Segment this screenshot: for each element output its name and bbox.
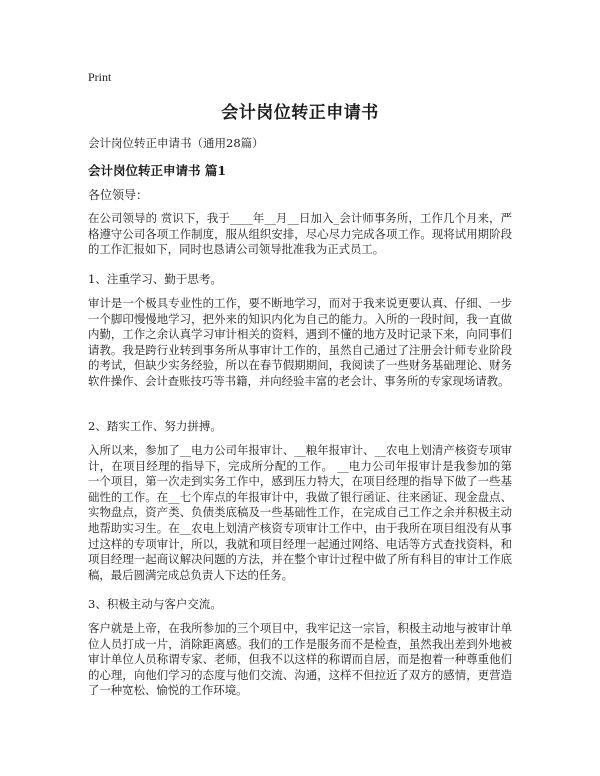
heading-2: 2、踏实工作、努力拼搏。 [88,419,222,433]
heading-3: 3、积极主动与客户交流。 [88,597,222,611]
paragraph-work: 入所以来，参加了__电力公司年报审计、__粮年报审计、__农电上划清产核资专项审计，在项目经理的指导下，完成所分配的工作。 __电力公司年报审计是我参加的第一个项目，第一次走到实务工作中，感到压力特大，在项目经理的指导下做了一些基础性的工作。在__七个库点的年报审计中，我做了银行函证、往来函证、现金盘点、实物盘点，资产类、负债类底稿及一些基础性工作，在完成自己工作之余并积极主动地帮助实习生。在__农电上划清产核资专项审计工作中，由于我所在项目组没有从事过这样的专项审计，所以，我就和项目经理一起通过网络、电话等方式查找资料，和项目经理一起商议解决问题的方法，并在整个审计过程中做了所有科目的审计工作底稿，最后圆满完成总负责人下达的任务。 [88,443,512,582]
greeting: 各位领导： [88,188,149,202]
paragraph-clients: 客户就是上帝，在我所参加的三个项目中，我牢记这一宗旨，积极主动地与被审计单位人员打成一片，消除距离感。我们的工作是服务而不是检查，虽然我出差到外地被审计单位人员称谓专家、老师，但我不以这样的称谓而自居，而是抱着一种尊重他们的心理，向他们学习的态度与他们交流、沟通，这样不但拉近了双方的感情，更营造了一种宽松、愉悦的工作环境。 [88,621,512,698]
section-title: 会计岗位转正申请书 篇1 [88,163,227,178]
document-title: 会计岗位转正申请书 [221,103,379,123]
print-label: Print [88,70,112,84]
heading-1: 1、注重学习、勤于思考。 [88,272,222,286]
paragraph-learning: 审计是一个极具专业性的工作，要不断地学习，而对于我来说更要认真、仔细、一步一个脚印慢慢地学习，把外来的知识内化为自己的能力。入所的一段时间，我一直做内勤，工作之余认真学习审计相关的资料，遇到不懂的地方及时记录下来，向同事们请教。我是跨行业转到事务所从事审计工作的，虽然自己通过了注册会计师专业阶段的考试，但缺少实务经验，所以在春节假期期间，我阅读了一些财务基础理论、财务软件操作、会计查账技巧等书籍，并向经验丰富的老会计、事务所的专家现场请教。 [88,296,512,388]
document-subtitle: 会计岗位转正申请书（通用28篇） [88,136,264,150]
paragraph-intro: 在公司领导的 赏识下，我于____年__月__日加入_会计师事务所，工作几个月来，严格遵守公司各项工作制度，服从组织安排，尽心尽力完成各项工作。现将试用期阶段的工作汇报如下，同时也恳请公司领导批准我为正式员工。 [88,211,512,257]
